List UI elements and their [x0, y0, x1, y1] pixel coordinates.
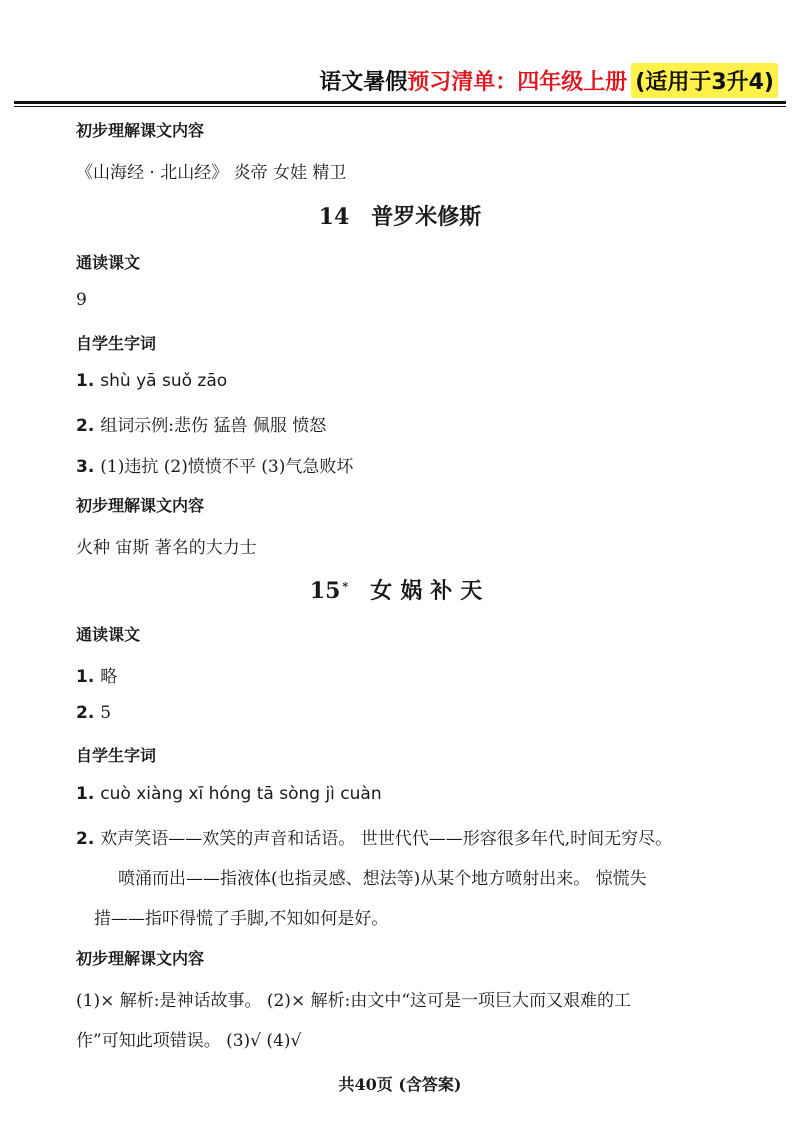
lesson14-item-3 — [76, 452, 353, 477]
lesson14-understand-text: 火种 宙斯 著名的大力士 — [76, 538, 257, 558]
item-text: cuò xiàng xī hóng tā sòng jì cuàn — [100, 784, 382, 804]
item-number: 2. — [76, 416, 95, 436]
header-grade-tag: (适用于3升4) — [631, 63, 778, 98]
sec13-understand-text: 《山海经 · 北山经》 炎帝 女娃 精卫 — [76, 163, 347, 183]
header-title-subject: 语文暑假 — [319, 69, 408, 95]
lesson15-understand-label: 初步理解课文内容 — [76, 949, 205, 968]
header-title-list: 预习清单： — [407, 69, 518, 95]
item-number: 2. — [76, 703, 95, 723]
lesson15-read-item-2 — [76, 703, 111, 723]
lesson15-read-label: 通读课文 — [76, 625, 141, 644]
lesson15-optional-mark: * — [342, 579, 349, 593]
sec13-understand-label: 初步理解课文内容 — [76, 121, 205, 140]
lesson15-idioms-line-2: 喷涌而出——指液体(也指灵感、想法等)从某个地方喷射出来。 惊慌失 — [118, 869, 647, 889]
lesson15-words-label: 自学生字词 — [76, 746, 157, 765]
page-header — [319, 62, 778, 98]
item-number: 2. — [76, 829, 95, 849]
lesson15-understand-line-2: 作”可知此项错误。 (3)√ (4)√ — [76, 1031, 302, 1051]
lesson14-words-label: 自学生字词 — [76, 334, 157, 353]
header-title-grade: 四年级上册 — [517, 69, 628, 95]
lesson14-read-label: 通读课文 — [76, 253, 141, 272]
item-text: shù yā suǒ zāo — [100, 371, 228, 391]
item-text: 欢声笑语——欢笑的声音和话语。 世世代代——形容很多年代,时间无穷尽。 — [100, 829, 673, 849]
header-rule-thin — [14, 106, 786, 107]
lesson15-idioms-line-3: 措——指吓得慌了手脚,不知如何是好。 — [94, 909, 389, 929]
lesson15-number — [310, 578, 348, 604]
lesson14-understand-label: 初步理解课文内容 — [76, 496, 205, 515]
lesson14-item-2 — [76, 411, 326, 436]
page-footer: 共40页 (含答案) — [338, 1075, 462, 1094]
lesson15-name: 女娲补天 — [370, 578, 491, 604]
lesson14-read-answer: 9 — [76, 290, 87, 310]
header-rule-thick — [14, 101, 786, 104]
lesson14-title — [0, 200, 800, 231]
lesson15-understand-line-1: (1)× 解析:是神话故事。 (2)× 解析:由文中“这可是一项巨大而又艰难的工 — [76, 991, 632, 1011]
lesson14-number: 14 — [318, 204, 350, 230]
item-number: 1. — [76, 784, 95, 804]
item-text: (1)违抗 (2)愤愤不平 (3)气急败坏 — [100, 457, 354, 477]
lesson15-read-item-1 — [76, 662, 117, 687]
lesson15-number-text: 15 — [309, 578, 341, 604]
item-number: 1. — [76, 371, 95, 391]
lesson15-pinyin — [76, 784, 382, 804]
item-number: 1. — [76, 667, 95, 687]
lesson15-title — [0, 574, 800, 605]
item-text: 略 — [100, 667, 118, 687]
lesson14-name: 普罗米修斯 — [371, 204, 482, 230]
lesson15-idioms-line-1 — [76, 824, 672, 849]
item-number: 3. — [76, 457, 95, 477]
item-text: 组词示例:悲伤 猛兽 佩服 愤怒 — [100, 416, 327, 436]
lesson14-item-1 — [76, 371, 227, 391]
item-text: 5 — [100, 703, 112, 723]
